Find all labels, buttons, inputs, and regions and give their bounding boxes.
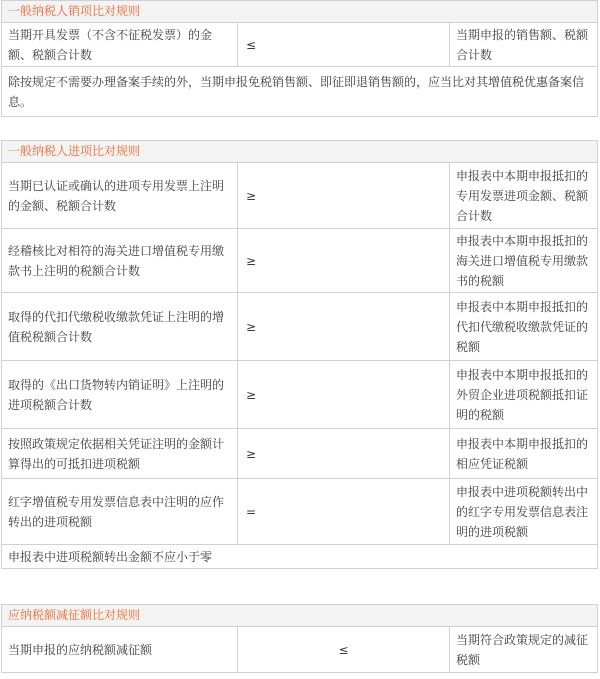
section-title: 应纳税额减征额比对规则	[2, 605, 598, 627]
comparison-operator: ≥	[238, 429, 450, 479]
right-cell: 申报表中本期申报抵扣的代扣代缴税收缴款凭证的税额	[450, 293, 598, 361]
note-cell: 除按规定不需要办理备案手续的外，当期申报免税销售额、即征即退销售额的，应当比对其增值税优惠备案信息。	[2, 67, 598, 117]
left-cell: 当期开具发票（不含不征税发票）的金额、税额合计数	[2, 23, 238, 67]
left-cell: 当期申报的应纳税额减征额	[2, 627, 238, 673]
comparison-operator: =	[238, 479, 450, 545]
left-cell: 按照政策规定依据相关凭证注明的金额计算得出的可抵扣进项税额	[2, 429, 238, 479]
right-cell: 申报表中本期申报抵扣的外贸企业进项税额抵扣证明的税额	[450, 361, 598, 429]
table-row	[2, 293, 598, 361]
table-row	[2, 627, 598, 673]
right-cell: 申报表中本期申报抵扣的海关进口增值税专用缴款书的税额	[450, 229, 598, 293]
comparison-operator: ≥	[238, 361, 450, 429]
input-tax-rules-table	[1, 140, 598, 569]
note-cell: 申报表中进项税额转出金额不应小于零	[2, 545, 598, 569]
table-row	[2, 23, 598, 67]
left-cell: 经稽核比对相符的海关进口增值税专用缴款书上注明的税额合计数	[2, 229, 238, 293]
comparison-operator: ≤	[238, 23, 450, 67]
table-row	[2, 229, 598, 293]
table-row	[2, 479, 598, 545]
table-row	[2, 361, 598, 429]
section-title: 一般纳税人销项比对规则	[2, 1, 598, 23]
comparison-operator: ≤	[238, 627, 450, 673]
table-row	[2, 163, 598, 229]
section-title: 一般纳税人进项比对规则	[2, 141, 598, 163]
sales-rules-table	[1, 0, 598, 117]
right-cell: 申报表中本期申报抵扣的专用发票进项金额、税额合计数	[450, 163, 598, 229]
left-cell: 红字增值税专用发票信息表中注明的应作转出的进项税额	[2, 479, 238, 545]
left-cell: 当期已认证或确认的进项专用发票上注明的金额、税额合计数	[2, 163, 238, 229]
comparison-operator: ≥	[238, 293, 450, 361]
right-cell: 申报表中进项税额转出中的红字专用发票信息表注明的进项税额	[450, 479, 598, 545]
right-cell: 当期申报的销售额、税额合计数	[450, 23, 598, 67]
tax-reduction-rules-table	[1, 604, 598, 673]
right-cell: 申报表中本期申报抵扣的相应凭证税额	[450, 429, 598, 479]
comparison-operator: ≥	[238, 229, 450, 293]
table-row	[2, 429, 598, 479]
comparison-operator: ≥	[238, 163, 450, 229]
right-cell: 当期符合政策规定的减征税额	[450, 627, 598, 673]
left-cell: 取得的代扣代缴税收缴款凭证上注明的增值税税额合计数	[2, 293, 238, 361]
left-cell: 取得的《出口货物转内销证明》上注明的进项税额合计数	[2, 361, 238, 429]
